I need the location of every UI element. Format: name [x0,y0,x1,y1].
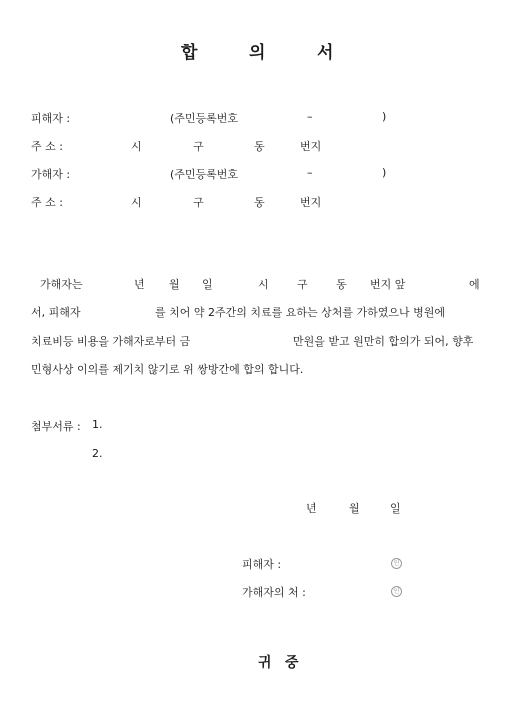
signature-victim-label: 피해자 : [242,558,282,571]
body-dong: 동 [336,278,347,291]
closing-char-2: 중 [285,655,299,671]
body-line2-part1: 서, 피해자 [31,306,81,319]
victim-address-dong: 동 [254,140,265,153]
body-line3-part1: 치료비등 비용을 가해자로부터 금 [31,335,191,348]
title-char-1: 합 [181,43,198,63]
offender-rrn-close: ) [382,166,387,179]
offender-label: 가해자 : [31,168,71,181]
body-city: 시 [258,278,269,291]
body-line3-part2: 만원을 받고 원만히 합의가 되어, 향후 [293,335,474,348]
offender-address-dong: 동 [254,196,265,209]
offender-address-label: 주 소 : [31,196,63,209]
body-line4: 민형사상 이의를 제기치 않기로 위 쌍방간에 합의 합니다. [31,363,304,376]
offender-address-city: 시 [131,196,142,209]
offender-spouse-seal-icon: 인 [391,586,402,597]
offender-rrn-label: (주민등록번호 [170,168,239,181]
body-month: 월 [169,278,180,291]
date-month: 월 [349,502,360,515]
date-year: 년 [306,502,317,515]
victim-rrn-label: (주민등록번호 [170,112,239,125]
title-char-3: 서 [317,43,334,63]
date-day: 일 [390,502,401,515]
title-char-2: 의 [249,43,266,63]
signature-offender-spouse-label: 가해자의 처 : [242,586,306,599]
attachment-item-1: 1. [92,418,103,431]
closing-char-1: 귀 [258,655,272,671]
offender-address-district: 구 [193,196,204,209]
victim-rrn-close: ) [382,110,387,123]
body-lead: 가해자는 [40,278,83,291]
attachments-label: 첨부서류 : [31,420,81,433]
victim-address-city: 시 [131,140,142,153]
body-place: 번지 앞 [370,278,406,291]
body-line2-part2: 를 치어 약 2주간의 치료를 요하는 상처를 가하였으나 병원에 [155,306,445,319]
victim-label: 피해자 : [31,112,71,125]
body-tail: 에 [469,278,480,291]
offender-address-lot: 번지 [300,196,322,209]
body-day: 일 [202,278,213,291]
victim-address-district: 구 [193,140,204,153]
body-district: 구 [297,278,308,291]
victim-address-label: 주 소 : [31,140,63,153]
victim-rrn-dash: – [307,110,313,123]
victim-address-lot: 번지 [300,140,322,153]
offender-rrn-dash: – [307,166,313,179]
victim-seal-icon: 인 [391,558,402,569]
body-year: 년 [134,278,145,291]
attachment-item-2: 2. [92,447,103,460]
